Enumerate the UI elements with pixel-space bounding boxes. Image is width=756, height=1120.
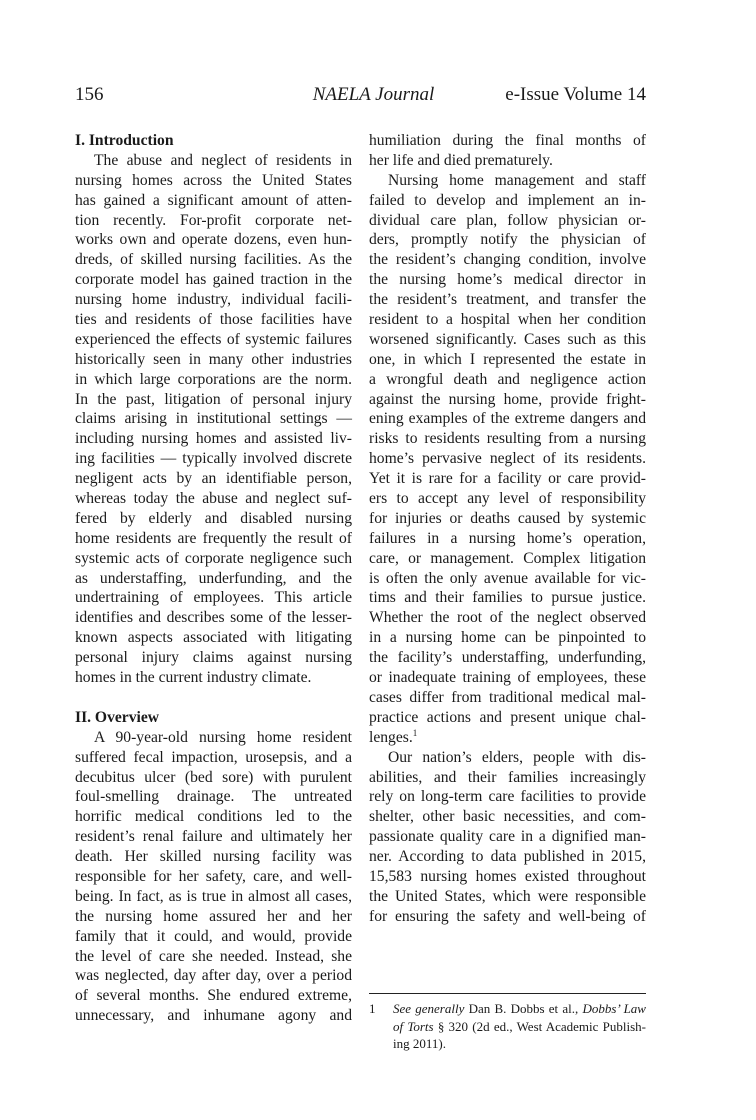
text-line: foul-smelling drainage. The untreated — [75, 788, 352, 806]
text-line: Nursing home management and staff — [388, 171, 646, 189]
text-line: one, in which I represented the estate in — [369, 350, 646, 368]
overview-paragraph — [75, 728, 352, 1026]
text-line: the United States, which were responsible — [369, 887, 646, 905]
text-line: negligent acts by an identifiable person, — [75, 470, 352, 488]
text-line: Whether the root of the neglect observed — [369, 609, 646, 627]
text-line: ner. According to data published in 2015, — [369, 848, 646, 866]
text-line: fered by elderly and disabled nursing — [75, 509, 352, 527]
section-heading-overview: II. Overview — [75, 708, 160, 726]
litigation-paragraph — [369, 171, 646, 728]
footnote-number: 1 — [369, 1001, 376, 1016]
right-column — [369, 131, 646, 927]
paragraph-last-line — [369, 728, 646, 748]
text-line: against the nursing home, provide fright- — [369, 390, 646, 408]
text-line: family that it could, and would, provide — [75, 927, 352, 945]
section-gap — [75, 688, 352, 708]
text-line: systemic acts of corporate negligence such — [75, 549, 352, 567]
text-line: dreds, of skilled nursing facilities. As the — [75, 251, 352, 269]
citation-author: Dan B. Dobbs et al., — [464, 1001, 583, 1016]
text-line: being. In fact, as is true in almost all cases, — [75, 887, 352, 905]
text-line: the facility’s understaffing, underfunding, — [369, 649, 646, 667]
text-line: responsible for her safety, care, and well- — [75, 867, 352, 885]
text-line: including nursing homes and assisted liv- — [75, 430, 352, 448]
text-line: home’s pervasive neglect of its residents. — [369, 450, 646, 468]
text-line: for injuries or deaths caused by systemic — [369, 509, 646, 527]
text-line: works own and operate dozens, even hun- — [75, 231, 352, 249]
text-line: ders, promptly notify the physician of — [369, 231, 646, 249]
footnote-line — [393, 1018, 646, 1036]
citation-title: Dobbs’ Law — [582, 1001, 646, 1016]
text-line: worsened significantly. Cases such as this — [369, 330, 646, 348]
text-line: tims and their families to pursue justice. — [369, 589, 646, 607]
page-number: 156 — [75, 84, 104, 105]
text-line: dividual care plan, follow physician or- — [369, 211, 646, 229]
text-line: Yet it is rare for a facility or care provid- — [369, 470, 646, 488]
footnote-divider — [369, 993, 646, 994]
citation-title: of Torts — [393, 1018, 434, 1034]
text-line: has gained a significant amount of atten- — [75, 191, 352, 209]
text-line: the resident’s changing condition, involve — [369, 251, 646, 269]
text-line: personal injury claims against nursing — [75, 649, 352, 667]
footnote-1 — [369, 1000, 646, 1053]
overview-paragraph-continued — [369, 131, 646, 171]
text-line: ers to accept any level of responsibility — [369, 490, 646, 508]
text-line: tion recently. For-profit corporate net- — [75, 211, 352, 229]
text-line: historically seen in many other industries — [75, 350, 352, 368]
text-line: in which large corporations are the norm. — [75, 370, 352, 388]
text-line: undertraining of employees. This article — [75, 589, 352, 607]
footnote-line: ing 2011). — [393, 1036, 446, 1051]
text-line: unnecessary, and inhumane agony and — [75, 1007, 352, 1025]
last-line-text: lenges. — [369, 728, 413, 746]
text-line: in a nursing home can be pinpointed to — [369, 629, 646, 647]
text-line: whereas today the abuse and neglect suf- — [75, 490, 352, 508]
text-line: claims arising in institutional settings — — [75, 410, 352, 428]
text-line: resident to a hospital when her condition — [369, 311, 646, 329]
text-line: ing facilities — typically involved discrete — [75, 450, 352, 468]
text-line: 15,583 nursing homes existed throughout — [369, 867, 646, 885]
text-line: practice actions and present unique chal- — [369, 708, 646, 726]
text-line: decubitus ulcer (bed sore) with purulent — [75, 768, 352, 786]
section-heading-introduction: I. Introduction — [75, 132, 174, 149]
elders-paragraph — [369, 748, 646, 927]
text-line: was neglected, day after day, over a period — [75, 967, 352, 985]
text-line: care, or management. Complex litigation — [369, 549, 646, 567]
text-line: home residents are frequently the result of — [75, 529, 352, 547]
text-line: ties and residents of those facilities have — [75, 311, 352, 329]
text-line: nursing home industry, individual facili- — [75, 291, 352, 309]
text-line: horrific medical conditions led to the — [75, 808, 352, 826]
text-line: the level of care she needed. Instead, she — [75, 947, 352, 965]
text-line: resident’s renal failure and ultimately her — [75, 828, 352, 846]
citation-details: § 320 (2d ed., West Academic Publish- — [433, 1018, 646, 1034]
journal-title: NAELA Journal — [312, 84, 435, 105]
text-line: the resident’s treatment, and transfer the — [369, 291, 646, 309]
text-line: shelter, other basic necessities, and com- — [369, 808, 646, 826]
text-line: identifies and describes some of the lesser- — [75, 609, 352, 627]
text-line: risks to residents resulting from a nursing — [369, 430, 646, 448]
text-line: or inadequate training of employees, these — [369, 669, 646, 687]
text-line: failed to develop and implement an in- — [369, 191, 646, 209]
text-line: known aspects associated with litigating — [75, 629, 352, 647]
introduction-paragraph — [75, 151, 352, 688]
text-line: corporate model has gained traction in the — [75, 271, 352, 289]
text-line: A 90-year-old nursing home resident — [94, 728, 352, 746]
footnote-line — [393, 1000, 646, 1018]
text-line: is often the only avenue available for vic- — [369, 569, 646, 587]
left-column — [75, 131, 352, 1026]
text-line: for ensuring the safety and well-being of — [369, 907, 646, 925]
text-line: In the past, litigation of personal injury — [75, 390, 352, 408]
text-line: passionate quality care in a dignified man- — [369, 828, 646, 846]
text-line: the nursing home’s medical director in — [369, 271, 646, 289]
text-line: humiliation during the final months of — [369, 132, 646, 149]
text-line: a wrongful death and negligence action — [369, 370, 646, 388]
footnote-reference[interactable]: 1 — [412, 727, 418, 738]
text-line: of several months. She endured extreme, — [75, 987, 352, 1005]
text-line: as understaffing, underfunding, and the — [75, 569, 352, 587]
text-line: rely on long-term care facilities to provide — [369, 788, 646, 806]
citation-signal: See generally — [393, 1001, 465, 1016]
text-line: the nursing home assured her and her — [75, 907, 352, 925]
text-line: Our nation’s elders, people with dis- — [388, 748, 646, 766]
text-line: suffered fecal impaction, urosepsis, and a — [75, 748, 352, 766]
text-line: death. Her skilled nursing facility was — [75, 848, 352, 866]
text-line: cases differ from traditional medical mal- — [369, 688, 646, 706]
text-line: The abuse and neglect of residents in — [94, 151, 352, 169]
text-line: ening examples of the extreme dangers and — [369, 410, 646, 428]
text-line: nursing homes across the United States — [75, 171, 352, 189]
text-line: homes in the current industry climate. — [75, 669, 312, 687]
text-line: failures in a nursing home’s operation, — [369, 529, 646, 547]
footnote-text — [393, 1000, 646, 1053]
text-line: abilities, and their families increasingly — [369, 768, 646, 786]
issue-label: e-Issue Volume 14 — [505, 84, 646, 105]
running-head — [75, 84, 646, 110]
text-line: experienced the effects of systemic failures — [75, 330, 352, 348]
text-line: her life and died prematurely. — [369, 151, 553, 169]
